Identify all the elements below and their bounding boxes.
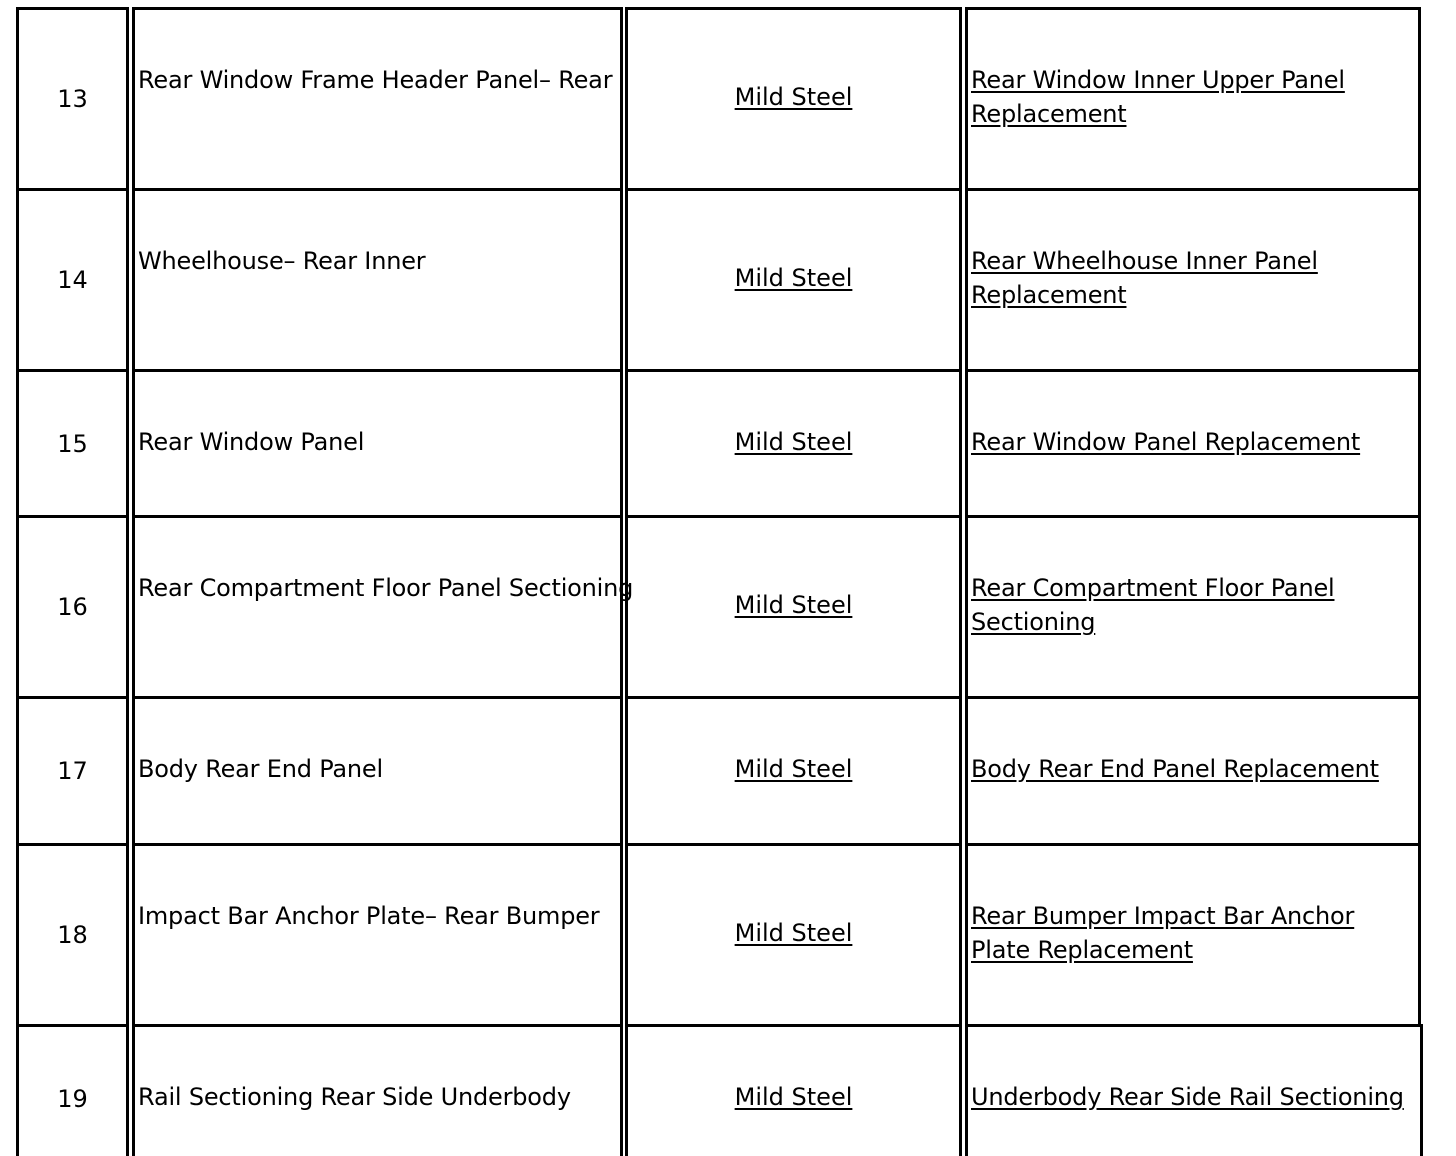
material-link[interactable]: Mild Steel <box>734 264 853 292</box>
component-cell <box>132 188 623 369</box>
component-name: Wheelhouse– Rear Inner <box>138 247 426 275</box>
number-cell <box>16 843 129 1024</box>
material-cell <box>625 188 962 369</box>
component-cell <box>132 369 623 515</box>
component-cell <box>132 1024 623 1156</box>
procedure-cell <box>965 1024 1423 1156</box>
row-number: 19 <box>57 1085 88 1113</box>
table-row <box>16 1024 1424 1156</box>
procedure-cell <box>965 188 1421 369</box>
table-row <box>16 369 1424 515</box>
procedure-link[interactable]: Rear Bumper Impact Bar Anchor Plate Replacement <box>971 902 1355 964</box>
procedure-cell <box>965 515 1421 696</box>
component-name: Rear Compartment Floor Panel Sectioning <box>138 574 634 602</box>
procedure-link[interactable]: Rear Window Inner Upper Panel Replacement <box>971 66 1345 128</box>
material-link[interactable]: Mild Steel <box>734 428 853 456</box>
material-cell <box>625 843 962 1024</box>
material-cell <box>625 1024 962 1156</box>
material-cell <box>625 7 962 188</box>
material-link[interactable]: Mild Steel <box>734 591 853 619</box>
procedure-cell <box>965 7 1421 188</box>
material-link[interactable]: Mild Steel <box>734 83 853 111</box>
component-name: Body Rear End Panel <box>138 755 383 783</box>
number-cell <box>16 188 129 369</box>
number-cell <box>16 369 129 515</box>
row-number: 13 <box>57 85 88 113</box>
component-cell <box>132 7 623 188</box>
row-number: 14 <box>57 266 88 294</box>
parts-table <box>16 7 1424 1156</box>
material-cell <box>625 696 962 843</box>
row-number: 15 <box>57 430 88 458</box>
material-cell <box>625 515 962 696</box>
table-row <box>16 7 1424 188</box>
table-row <box>16 843 1424 1024</box>
component-cell <box>132 515 634 696</box>
table-row <box>16 188 1424 369</box>
row-number: 17 <box>57 757 88 785</box>
procedure-link[interactable]: Rear Wheelhouse Inner Panel Replacement <box>971 247 1318 309</box>
procedure-link[interactable]: Rear Window Panel Replacement <box>971 428 1361 456</box>
material-link[interactable]: Mild Steel <box>734 1083 853 1111</box>
row-number: 18 <box>57 921 88 949</box>
table-row <box>16 515 1424 696</box>
number-cell <box>16 696 129 843</box>
component-cell <box>132 696 623 843</box>
procedure-cell <box>965 369 1421 515</box>
component-name: Rear Window Frame Header Panel– Rear <box>138 66 613 94</box>
component-name: Rear Window Panel <box>138 428 365 456</box>
number-cell <box>16 1024 129 1156</box>
procedure-cell <box>965 696 1421 843</box>
material-link[interactable]: Mild Steel <box>734 755 853 783</box>
number-cell <box>16 7 129 188</box>
component-name: Impact Bar Anchor Plate– Rear Bumper <box>138 902 600 930</box>
row-number: 16 <box>57 593 88 621</box>
material-cell <box>625 369 962 515</box>
procedure-cell <box>965 843 1421 1024</box>
component-cell <box>132 843 623 1024</box>
procedure-link[interactable]: Rear Compartment Floor Panel Sectioning <box>971 574 1335 636</box>
component-name: Rail Sectioning Rear Side Underbody <box>138 1083 571 1111</box>
material-link[interactable]: Mild Steel <box>734 919 853 947</box>
number-cell <box>16 515 129 696</box>
table-row <box>16 696 1424 843</box>
procedure-link[interactable]: Body Rear End Panel Replacement <box>971 755 1379 783</box>
procedure-link[interactable]: Underbody Rear Side Rail Sectioning <box>971 1083 1404 1111</box>
